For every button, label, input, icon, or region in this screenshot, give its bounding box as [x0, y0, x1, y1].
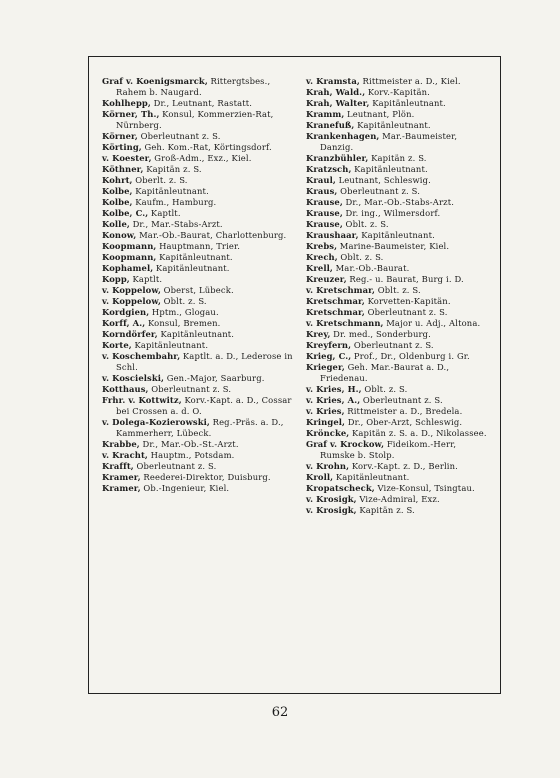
entry-name: Frhr. v. Kottwitz,	[102, 395, 182, 405]
directory-entry	[102, 439, 298, 450]
entry-name: Korte,	[102, 340, 132, 350]
entry-name: Kraushaar,	[306, 230, 359, 240]
entry-details: Oblt. z. S.	[364, 384, 408, 394]
entry-name: Körner,	[102, 131, 138, 141]
entry-name: v. Koppelow,	[102, 285, 161, 295]
entry-name: v. Krohn,	[306, 461, 350, 471]
directory-entry	[306, 439, 492, 461]
entry-details: Kapitänleutnant.	[335, 472, 410, 482]
entry-details: Konsul, Bremen.	[147, 318, 221, 328]
entry-name: Kolbe, C.,	[102, 208, 149, 218]
directory-entry	[306, 494, 492, 505]
entry-name: Kohlhepp,	[102, 98, 151, 108]
entry-name: Kröncke,	[306, 428, 350, 438]
entry-details: Dr., Mar.-Ob.-Stabs-Arzt.	[345, 197, 455, 207]
entry-name: v. Krosigk,	[306, 494, 357, 504]
entry-details: Mar.-Baumeister, Danzig.	[320, 131, 458, 152]
directory-entry	[306, 318, 492, 329]
directory-entry	[306, 263, 492, 274]
directory-entry	[306, 406, 492, 417]
left-column	[102, 76, 298, 494]
entry-details: Kapitänleutnant.	[160, 329, 235, 339]
entry-name: v. Kries, A.,	[306, 395, 361, 405]
entry-name: v. Koppelow,	[102, 296, 161, 306]
entry-details: Geh. Kom.-Rat, Körtingsdorf.	[144, 142, 272, 152]
directory-entry	[102, 395, 298, 417]
entry-name: Graf v. Krockow,	[306, 439, 385, 449]
entry-details: Kapitänleutnant.	[159, 252, 233, 262]
entry-details: Oberleutnant z. S.	[140, 131, 221, 141]
entry-details: Rittergtsbes., Rahem b. Naugard.	[116, 76, 271, 97]
entry-details: Rittmeister a. D., Bredela.	[347, 406, 463, 416]
directory-entry	[102, 263, 298, 274]
entry-details: Ob.-Ingenieur, Kiel.	[143, 483, 230, 493]
directory-entry	[306, 307, 492, 318]
directory-entry	[306, 131, 492, 153]
directory-entry	[102, 472, 298, 483]
directory-entry	[102, 131, 298, 142]
entry-name: Krieg, C.,	[306, 351, 352, 361]
entry-name: Kophamel,	[102, 263, 154, 273]
directory-entry	[306, 87, 492, 98]
entry-name: Köthner,	[102, 164, 144, 174]
entry-details: Kapitänleutnant.	[354, 164, 428, 174]
directory-entry	[102, 274, 298, 285]
entry-details: Kapitän z. S.	[371, 153, 427, 163]
entry-name: Krieger,	[306, 362, 345, 372]
directory-entry	[306, 483, 492, 494]
entry-details: Gen.-Major, Saarburg.	[166, 373, 265, 383]
entry-name: v. Koester,	[102, 153, 152, 163]
right-column	[306, 76, 492, 516]
entry-name: v. Koscielski,	[102, 373, 165, 383]
directory-entry	[102, 307, 298, 318]
entry-name: Korndörfer,	[102, 329, 158, 339]
entry-name: Kreuzer,	[306, 274, 347, 284]
entry-details: Korvetten-Kapitän.	[367, 296, 451, 306]
entry-details: Prof., Dr., Oldenburg i. Gr.	[353, 351, 470, 361]
entry-details: Dr., Mar.-Stabs-Arzt.	[132, 219, 223, 229]
directory-entry	[102, 197, 298, 208]
entry-details: Marine-Baumeister, Kiel.	[339, 241, 450, 251]
entry-details: Mar.-Ob.-Baurat, Charlottenburg.	[139, 230, 287, 240]
entry-name: Krafft,	[102, 461, 134, 471]
entry-details: Oberleutnant z. S.	[340, 186, 421, 196]
entry-name: Körting,	[102, 142, 142, 152]
entry-details: Kapitän z. S.	[146, 164, 202, 174]
entry-details: Vize-Admiral, Exz.	[359, 494, 440, 504]
directory-entry	[102, 109, 298, 131]
entry-name: v. Kretschmar,	[306, 285, 376, 295]
directory-entry	[306, 362, 492, 384]
entry-name: Krah, Wald.,	[306, 87, 366, 97]
directory-entry	[306, 395, 492, 406]
entry-details: Oberleutnant z. S.	[136, 461, 217, 471]
directory-entry	[102, 164, 298, 175]
directory-entry	[102, 329, 298, 340]
directory-entry	[102, 142, 298, 153]
directory-entry	[306, 384, 492, 395]
entry-name: Kroll,	[306, 472, 334, 482]
entry-name: Korff, A.,	[102, 318, 146, 328]
entry-name: v. Kries, H.,	[306, 384, 362, 394]
directory-entry	[306, 428, 492, 439]
directory-entry	[306, 98, 492, 109]
entry-details: Dr., Ober-Arzt, Schleswig.	[347, 417, 463, 427]
directory-entry	[306, 186, 492, 197]
entry-name: v. Krosigk,	[306, 505, 357, 515]
directory-entry	[102, 318, 298, 329]
directory-entry	[306, 76, 492, 87]
entry-name: Kolbe,	[102, 186, 133, 196]
entry-name: Kretschmar,	[306, 307, 365, 317]
entry-name: Koopmann,	[102, 241, 157, 251]
directory-entry	[306, 252, 492, 263]
entry-details: Korv.-Kapt. z. D., Berlin.	[351, 461, 458, 471]
directory-entry	[102, 219, 298, 230]
entry-details: Korv.-Kapt. a. D., Cossar bei Crossen a. d. O.	[116, 395, 292, 416]
entry-name: Krause,	[306, 219, 343, 229]
entry-name: Kohrt,	[102, 175, 133, 185]
entry-name: v. Kries,	[306, 406, 345, 416]
directory-entry	[102, 230, 298, 241]
entry-name: Kramm,	[306, 109, 345, 119]
entry-details: Kapitänleutnant.	[361, 230, 435, 240]
entry-name: Kranefuß,	[306, 120, 355, 130]
directory-entry	[102, 351, 298, 373]
entry-details: Fideikom.-Herr, Rumske b. Stolp.	[320, 439, 457, 460]
directory-entry	[306, 329, 492, 340]
directory-entry	[102, 98, 298, 109]
entry-name: v. Kracht,	[102, 450, 148, 460]
entry-name: Kordgien,	[102, 307, 150, 317]
entry-details: Konsul, Kommerzien-Rat, Nürnberg.	[116, 109, 274, 130]
entry-name: v. Kretschmann,	[306, 318, 384, 328]
entry-details: Rittmeister a. D., Kiel.	[362, 76, 461, 86]
directory-entry	[102, 153, 298, 164]
entry-name: Krankenhagen,	[306, 131, 380, 141]
entry-details: Groß-Adm., Exz., Kiel.	[154, 153, 252, 163]
entry-name: v. Kramsta,	[306, 76, 360, 86]
directory-entry	[306, 175, 492, 186]
entry-details: Kapitänleutnant.	[372, 98, 446, 108]
entry-details: Oberleutnant z. S.	[151, 384, 232, 394]
entry-details: Hauptmann, Trier.	[159, 241, 241, 251]
directory-entry	[102, 450, 298, 461]
entry-details: Oberleutnant z. S.	[362, 395, 443, 405]
directory-entry	[102, 417, 298, 439]
page-number: 62	[271, 705, 289, 720]
directory-entry	[306, 219, 492, 230]
entry-name: Krell,	[306, 263, 333, 273]
directory-entry	[306, 153, 492, 164]
entry-details: Dr. med., Sonderburg.	[333, 329, 431, 339]
entry-details: Kapitän z. S.	[359, 505, 415, 515]
entry-details: Reederei-Direktor, Duisburg.	[143, 472, 271, 482]
directory-entry	[102, 175, 298, 186]
directory-entry	[306, 230, 492, 241]
entry-details: Oblt. z. S.	[377, 285, 421, 295]
entry-name: Krah, Walter,	[306, 98, 370, 108]
directory-entry	[306, 461, 492, 472]
entry-details: Dr. ing., Wilmersdorf.	[345, 208, 441, 218]
entry-name: Kreyfern,	[306, 340, 352, 350]
directory-entry	[306, 208, 492, 219]
directory-entry	[306, 197, 492, 208]
directory-entry	[306, 340, 492, 351]
entry-details: Reg.- u. Baurat, Burg i. D.	[349, 274, 464, 284]
entry-name: Kraus,	[306, 186, 338, 196]
entry-details: Dr., Mar.-Ob.-St.-Arzt.	[142, 439, 239, 449]
directory-entry	[306, 120, 492, 131]
directory-entry	[306, 351, 492, 362]
directory-entry	[102, 296, 298, 307]
entry-details: Dr., Leutnant, Rastatt.	[153, 98, 253, 108]
entry-details: Hptm., Glogau.	[151, 307, 219, 317]
entry-details: Hauptm., Potsdam.	[150, 450, 235, 460]
entry-name: Kopp,	[102, 274, 130, 284]
directory-entry	[102, 340, 298, 351]
entry-name: Krause,	[306, 197, 343, 207]
entry-name: Krech,	[306, 252, 338, 262]
entry-details: Oberleutnant z. S.	[353, 340, 434, 350]
directory-entry	[306, 285, 492, 296]
entry-details: Geh. Mar.-Baurat a. D., Friedenau.	[320, 362, 450, 383]
directory-entry	[102, 241, 298, 252]
directory-entry	[102, 384, 298, 395]
entry-details: Kapitän z. S. a. D., Nikolassee.	[352, 428, 487, 438]
directory-entry	[102, 208, 298, 219]
entry-details: Major u. Adj., Altona.	[386, 318, 481, 328]
directory-entry	[102, 483, 298, 494]
directory-entry	[306, 505, 492, 516]
entry-details: Oblt. z. S.	[340, 252, 384, 262]
entry-name: Kratzsch,	[306, 164, 352, 174]
entry-name: Kringel,	[306, 417, 346, 427]
entry-details: Korv.-Kapitän.	[367, 87, 430, 97]
entry-details: Leutnant, Schleswig.	[338, 175, 431, 185]
entry-name: Kramer,	[102, 472, 141, 482]
entry-details: Kapitänleutnant.	[134, 340, 209, 350]
entry-name: Kotthaus,	[102, 384, 149, 394]
entry-details: Oblt. z. S.	[345, 219, 389, 229]
entry-details: Kaptlt.	[150, 208, 181, 218]
entry-details: Oberlt. z. S.	[135, 175, 188, 185]
entry-name: Kropatscheck,	[306, 483, 375, 493]
entry-details: Mar.-Ob.-Baurat.	[335, 263, 410, 273]
directory-entry	[306, 274, 492, 285]
entry-name: Kolle,	[102, 219, 130, 229]
entry-name: Kolbe,	[102, 197, 133, 207]
directory-entry	[102, 285, 298, 296]
entry-details: Kaptlt.	[132, 274, 163, 284]
entry-details: Kapitänleutnant.	[155, 263, 230, 273]
entry-details: Oblt. z. S.	[163, 296, 207, 306]
entry-name: v. Koschembahr,	[102, 351, 181, 361]
entry-details: Kaufm., Hamburg.	[135, 197, 217, 207]
entry-details: Leutnant, Plön.	[347, 109, 415, 119]
entry-name: Koopmann,	[102, 252, 157, 262]
entry-name: v. Dolega-Kozierowski,	[102, 417, 210, 427]
entry-name: Konow,	[102, 230, 137, 240]
entry-name: Graf v. Koenigsmarck,	[102, 76, 208, 86]
entry-details: Oberst, Lübeck.	[163, 285, 234, 295]
entry-name: Kretschmar,	[306, 296, 365, 306]
directory-entry	[306, 472, 492, 483]
entry-details: Kapitänleutnant.	[357, 120, 431, 130]
entry-name: Krause,	[306, 208, 343, 218]
entry-name: Kramer,	[102, 483, 141, 493]
entry-name: Krabbe,	[102, 439, 140, 449]
directory-entry	[306, 109, 492, 120]
directory-entry	[102, 76, 298, 98]
directory-entry	[102, 373, 298, 384]
directory-entry	[102, 461, 298, 472]
entry-details: Reg.-Präs. a. D., Kammerherr, Lübeck.	[116, 417, 284, 438]
directory-entry	[102, 252, 298, 263]
entry-details: Kaptlt. a. D., Lederose in Schl.	[116, 351, 293, 372]
entry-name: Krebs,	[306, 241, 338, 251]
directory-entry	[306, 164, 492, 175]
entry-details: Oberleutnant z. S.	[367, 307, 448, 317]
entry-name: Körner, Th.,	[102, 109, 160, 119]
entry-name: Kranzbühler,	[306, 153, 369, 163]
directory-entry	[102, 186, 298, 197]
entry-details: Kapitänleutnant.	[135, 186, 209, 196]
directory-entry	[306, 241, 492, 252]
directory-entry	[306, 417, 492, 428]
entry-name: Kraul,	[306, 175, 336, 185]
entry-name: Krey,	[306, 329, 331, 339]
directory-entry	[306, 296, 492, 307]
entry-details: Vize-Konsul, Tsingtau.	[377, 483, 475, 493]
